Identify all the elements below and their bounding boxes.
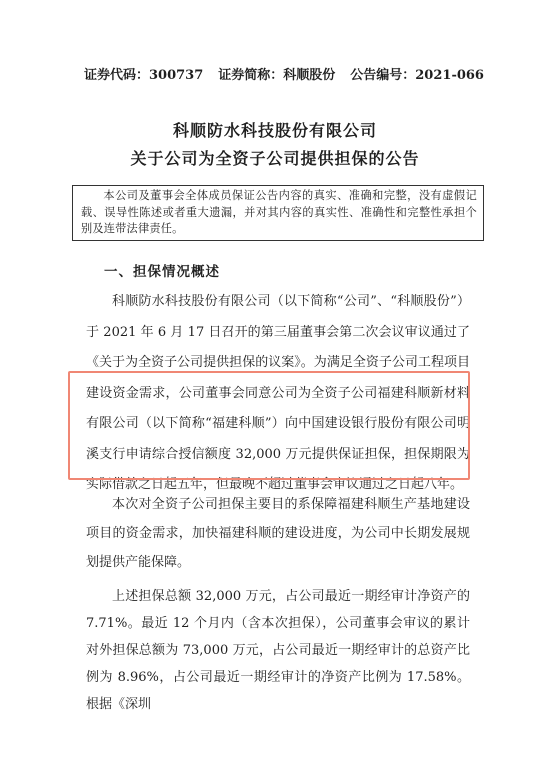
section-heading: 一、担保情况概述 <box>104 264 220 280</box>
paragraph-amounts: 上述担保总额 32,000 万元，占公司最近一期经审计净资产的 7.71%。最近 12 个月内（含本次担保），公司董事会审议的累计对外担保总额为 73,000 万元，占公司最近一期经审计的总资产比例为 8.96%，占公司最近一期经审计的净资产比例为 17.58%。根据《深圳 <box>86 589 470 712</box>
announcement-number: 公告编号：2021-066 <box>350 68 484 83</box>
announcement-header <box>84 64 484 83</box>
disclaimer-box: 本公司及董事会全体成员保证公告内容的真实、准确和完整，没有虚假记载、误导性陈述或者重大遗漏，并对其内容的真实性、准确性和完整性承担个别及连带法律责任。 <box>72 185 484 241</box>
paragraph-purpose: 本次对全资子公司担保主要目的系保障福建科顺生产基地建设项目的资金需求，加快福建科顺的建设进度，为公司中长期发展规划提供产能保障。 <box>86 497 470 570</box>
paragraph-overview: 科顺防水科技股份有限公司（以下简称“公司”、“科顺股份”）于 2021 年 6 月 17 日召开的第三届董事会第二次会议审议通过了《关于为全资子公司提供担保的议案》。为满足全资子公司工程项目建设资金需求，公司董事会同意公司为全资子公司福建科顺新材料有限公司（以下简称“福建科顺”）向中国建设银行股份有限公司明溪支行申请综合授信额度 32,000 万元提供保证担保，担保期限为实际借款之日起五年，但最晚不超过董事会审议通过之日起八年。 <box>86 294 470 492</box>
stock-code: 证券代码：300737 <box>84 68 204 83</box>
highlight-annotation <box>68 371 470 480</box>
company-title: 科顺防水科技股份有限公司 <box>172 121 377 140</box>
announcement-title: 关于公司为全资子公司提供担保的公告 <box>130 149 420 168</box>
stock-name: 证券简称：科顺股份 <box>218 68 336 83</box>
